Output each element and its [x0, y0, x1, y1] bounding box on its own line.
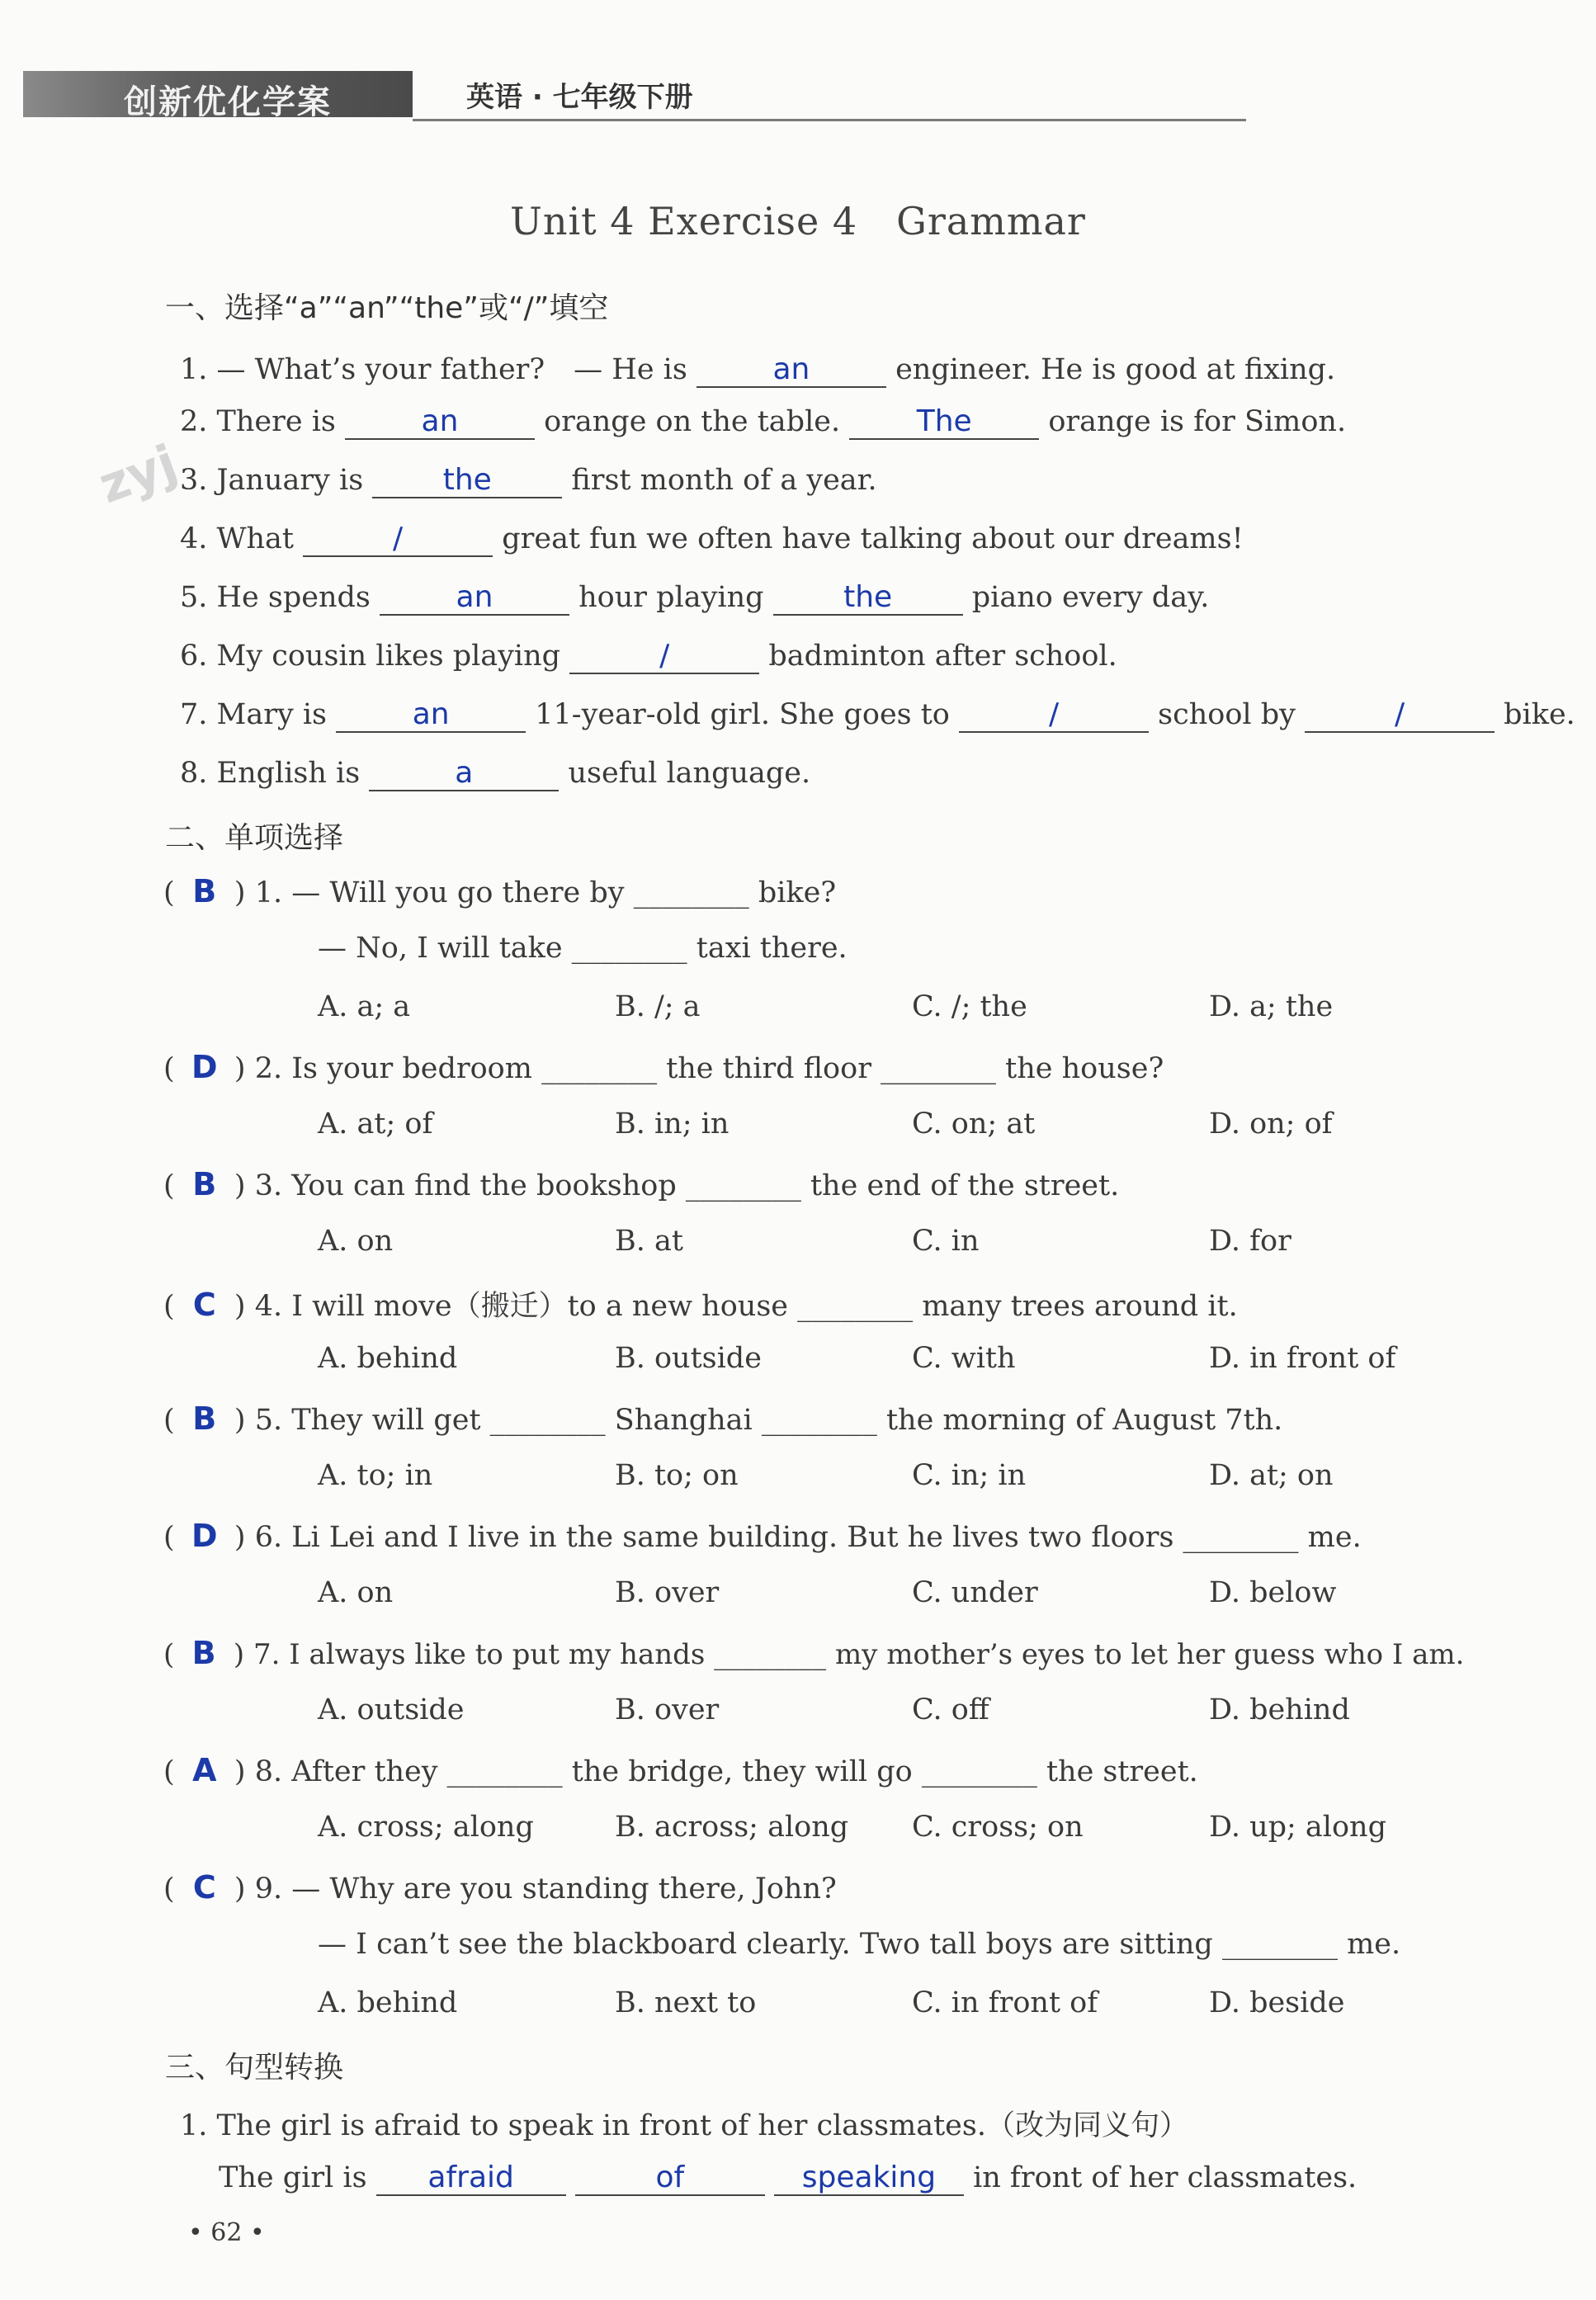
mc-question-9: ( C ) 9. — Why are you standing there, John? — [163, 1869, 837, 1906]
option-d[interactable]: D. a; the — [1209, 990, 1334, 1023]
option-a[interactable]: A. on — [318, 1225, 394, 1258]
answer-blank[interactable]: an — [345, 405, 535, 440]
option-d[interactable]: D. on; of — [1209, 1107, 1333, 1141]
answer-blank[interactable]: an — [696, 353, 886, 388]
option-c[interactable]: C. on; at — [912, 1107, 1036, 1141]
option-a[interactable]: A. behind — [318, 1986, 458, 2019]
answer-blank[interactable]: / — [303, 522, 493, 557]
option-b[interactable]: B. over — [615, 1576, 720, 1609]
option-c[interactable]: C. under — [912, 1576, 1038, 1609]
s1-item-6: 6. My cousin likes playing / badminton after school. — [180, 639, 1117, 673]
s1-item-1: 1. — What’s your father? — He is an engineer. He is good at fixing. — [180, 352, 1336, 386]
option-a[interactable]: A. to; in — [318, 1459, 433, 1492]
option-c[interactable]: C. /; the — [912, 990, 1027, 1023]
s3-item-1-answer-line: The girl is afraid of speaking in front of her classmates. — [219, 2161, 1358, 2194]
header-rule — [413, 119, 1246, 121]
mc-question-8: ( A ) 8. After they ________ the bridge, they will go ________ the street. — [163, 1752, 1198, 1788]
answer-blank[interactable]: / — [1305, 698, 1494, 733]
answer-blank[interactable]: a — [369, 757, 559, 791]
mc-question-1: ( B ) 1. — Will you go there by ________ bike? — [163, 873, 837, 909]
option-a[interactable]: A. at; of — [318, 1107, 433, 1141]
answer-blank[interactable]: speaking — [774, 2161, 964, 2196]
mc-answer[interactable]: C — [192, 1869, 216, 1906]
s3-item-1-prompt: 1. The girl is afraid to speak in front of her classmates.（改为同义句） — [180, 2109, 1188, 2142]
option-d[interactable]: D. behind — [1209, 1693, 1350, 1726]
option-b[interactable]: B. /; a — [615, 990, 701, 1023]
option-c[interactable]: C. cross; on — [912, 1811, 1084, 1844]
mc-options-2 — [318, 1107, 1506, 1141]
s1-item-2: 2. There is an orange on the table. The orange is for Simon. — [180, 404, 1347, 438]
mc-answer[interactable]: B — [192, 873, 217, 909]
option-b[interactable]: B. to; on — [615, 1459, 739, 1492]
mc-question-1-line2: — No, I will take ________ taxi there. — [318, 932, 848, 965]
answer-blank[interactable]: an — [336, 698, 526, 733]
option-b[interactable]: B. outside — [615, 1342, 762, 1375]
mc-options-9 — [318, 1986, 1506, 2019]
option-a[interactable]: A. cross; along — [318, 1811, 534, 1844]
series-title: 创新优化学案 — [124, 83, 332, 121]
mc-question-4: ( C ) 4. I will move（搬迁）to a new house ________ many trees around it. — [163, 1287, 1238, 1323]
option-c[interactable]: C. in front of — [912, 1986, 1098, 2019]
mc-options-1 — [318, 990, 1506, 1023]
option-d[interactable]: D. at; on — [1209, 1459, 1334, 1492]
option-b[interactable]: B. in; in — [615, 1107, 730, 1141]
s1-item-8: 8. English is a useful language. — [180, 756, 811, 790]
option-b[interactable]: B. at — [615, 1225, 683, 1258]
option-d[interactable]: D. in front of — [1209, 1342, 1396, 1375]
mc-question-5: ( B ) 5. They will get ________ Shanghai ________ the morning of August 7th. — [163, 1400, 1283, 1437]
mc-options-5 — [318, 1459, 1506, 1492]
option-c[interactable]: C. off — [912, 1693, 989, 1726]
option-a[interactable]: A. behind — [318, 1342, 458, 1375]
page-title: Unit 4 Exercise 4 Grammar — [510, 199, 1086, 243]
section2-heading: 二、单项选择 — [165, 821, 344, 855]
answer-blank[interactable]: / — [569, 640, 759, 674]
mc-answer[interactable]: C — [192, 1287, 216, 1323]
section1-heading: 一、选择“a”“an”“the”或“/”填空 — [165, 291, 609, 325]
mc-options-7 — [318, 1693, 1506, 1726]
section3-heading: 三、句型转换 — [165, 2051, 344, 2085]
option-c[interactable]: C. in; in — [912, 1459, 1027, 1492]
s1-item-5: 5. He spends an hour playing the piano every day. — [180, 580, 1210, 614]
mc-answer[interactable]: B — [191, 1635, 216, 1671]
answer-blank[interactable]: the — [372, 464, 562, 498]
answer-blank[interactable]: afraid — [376, 2161, 566, 2196]
option-d[interactable]: D. below — [1209, 1576, 1337, 1609]
answer-blank[interactable]: of — [575, 2161, 765, 2196]
mc-options-8 — [318, 1811, 1506, 1844]
mc-options-4 — [318, 1342, 1506, 1375]
option-b[interactable]: B. across; along — [615, 1811, 849, 1844]
answer-blank[interactable]: an — [380, 581, 569, 616]
mc-options-6 — [318, 1576, 1506, 1609]
answer-blank[interactable]: / — [959, 698, 1149, 733]
mc-answer[interactable]: B — [192, 1400, 217, 1437]
answer-blank[interactable]: The — [849, 405, 1039, 440]
option-b[interactable]: B. next to — [615, 1986, 757, 2019]
option-d[interactable]: D. up; along — [1209, 1811, 1387, 1844]
mc-question-3: ( B ) 3. You can find the bookshop ________ the end of the street. — [163, 1166, 1120, 1202]
mc-options-3 — [318, 1225, 1506, 1258]
option-d[interactable]: D. beside — [1209, 1986, 1345, 2019]
watermark: zyj — [91, 433, 185, 516]
mc-answer[interactable]: D — [191, 1518, 218, 1554]
option-a[interactable]: A. outside — [318, 1693, 465, 1726]
answer-blank[interactable]: the — [773, 581, 963, 616]
option-a[interactable]: A. on — [318, 1576, 394, 1609]
option-d[interactable]: D. for — [1209, 1225, 1291, 1258]
option-b[interactable]: B. over — [615, 1693, 720, 1726]
mc-question-2: ( D ) 2. Is your bedroom ________ the third floor ________ the house? — [163, 1049, 1164, 1085]
option-a[interactable]: A. a; a — [318, 990, 411, 1023]
option-c[interactable]: C. in — [912, 1225, 980, 1258]
s1-item-4: 4. What / great fun we often have talking about our dreams! — [180, 522, 1244, 555]
mc-question-9-line2: — I can’t see the blackboard clearly. Two tall boys are sitting ________ me. — [318, 1928, 1401, 1961]
s1-item-3: 3. January is the first month of a year. — [180, 463, 877, 497]
mc-answer[interactable]: B — [192, 1166, 217, 1202]
s1-item-7: 7. Mary is an 11-year-old girl. She goes to / school by / bike. — [180, 697, 1575, 731]
subject-title: 英语 · 七年级下册 — [466, 81, 693, 114]
mc-question-6: ( D ) 6. Li Lei and I live in the same building. But he lives two floors ________ me. — [163, 1518, 1362, 1554]
page-number: • 62 • — [188, 2218, 265, 2247]
mc-question-7: ( B ) 7. I always like to put my hands ________ my mother’s eyes to let her guess who I am. — [163, 1635, 1465, 1671]
mc-answer[interactable]: A — [192, 1752, 217, 1788]
mc-answer[interactable]: D — [191, 1049, 218, 1085]
option-c[interactable]: C. with — [912, 1342, 1016, 1375]
